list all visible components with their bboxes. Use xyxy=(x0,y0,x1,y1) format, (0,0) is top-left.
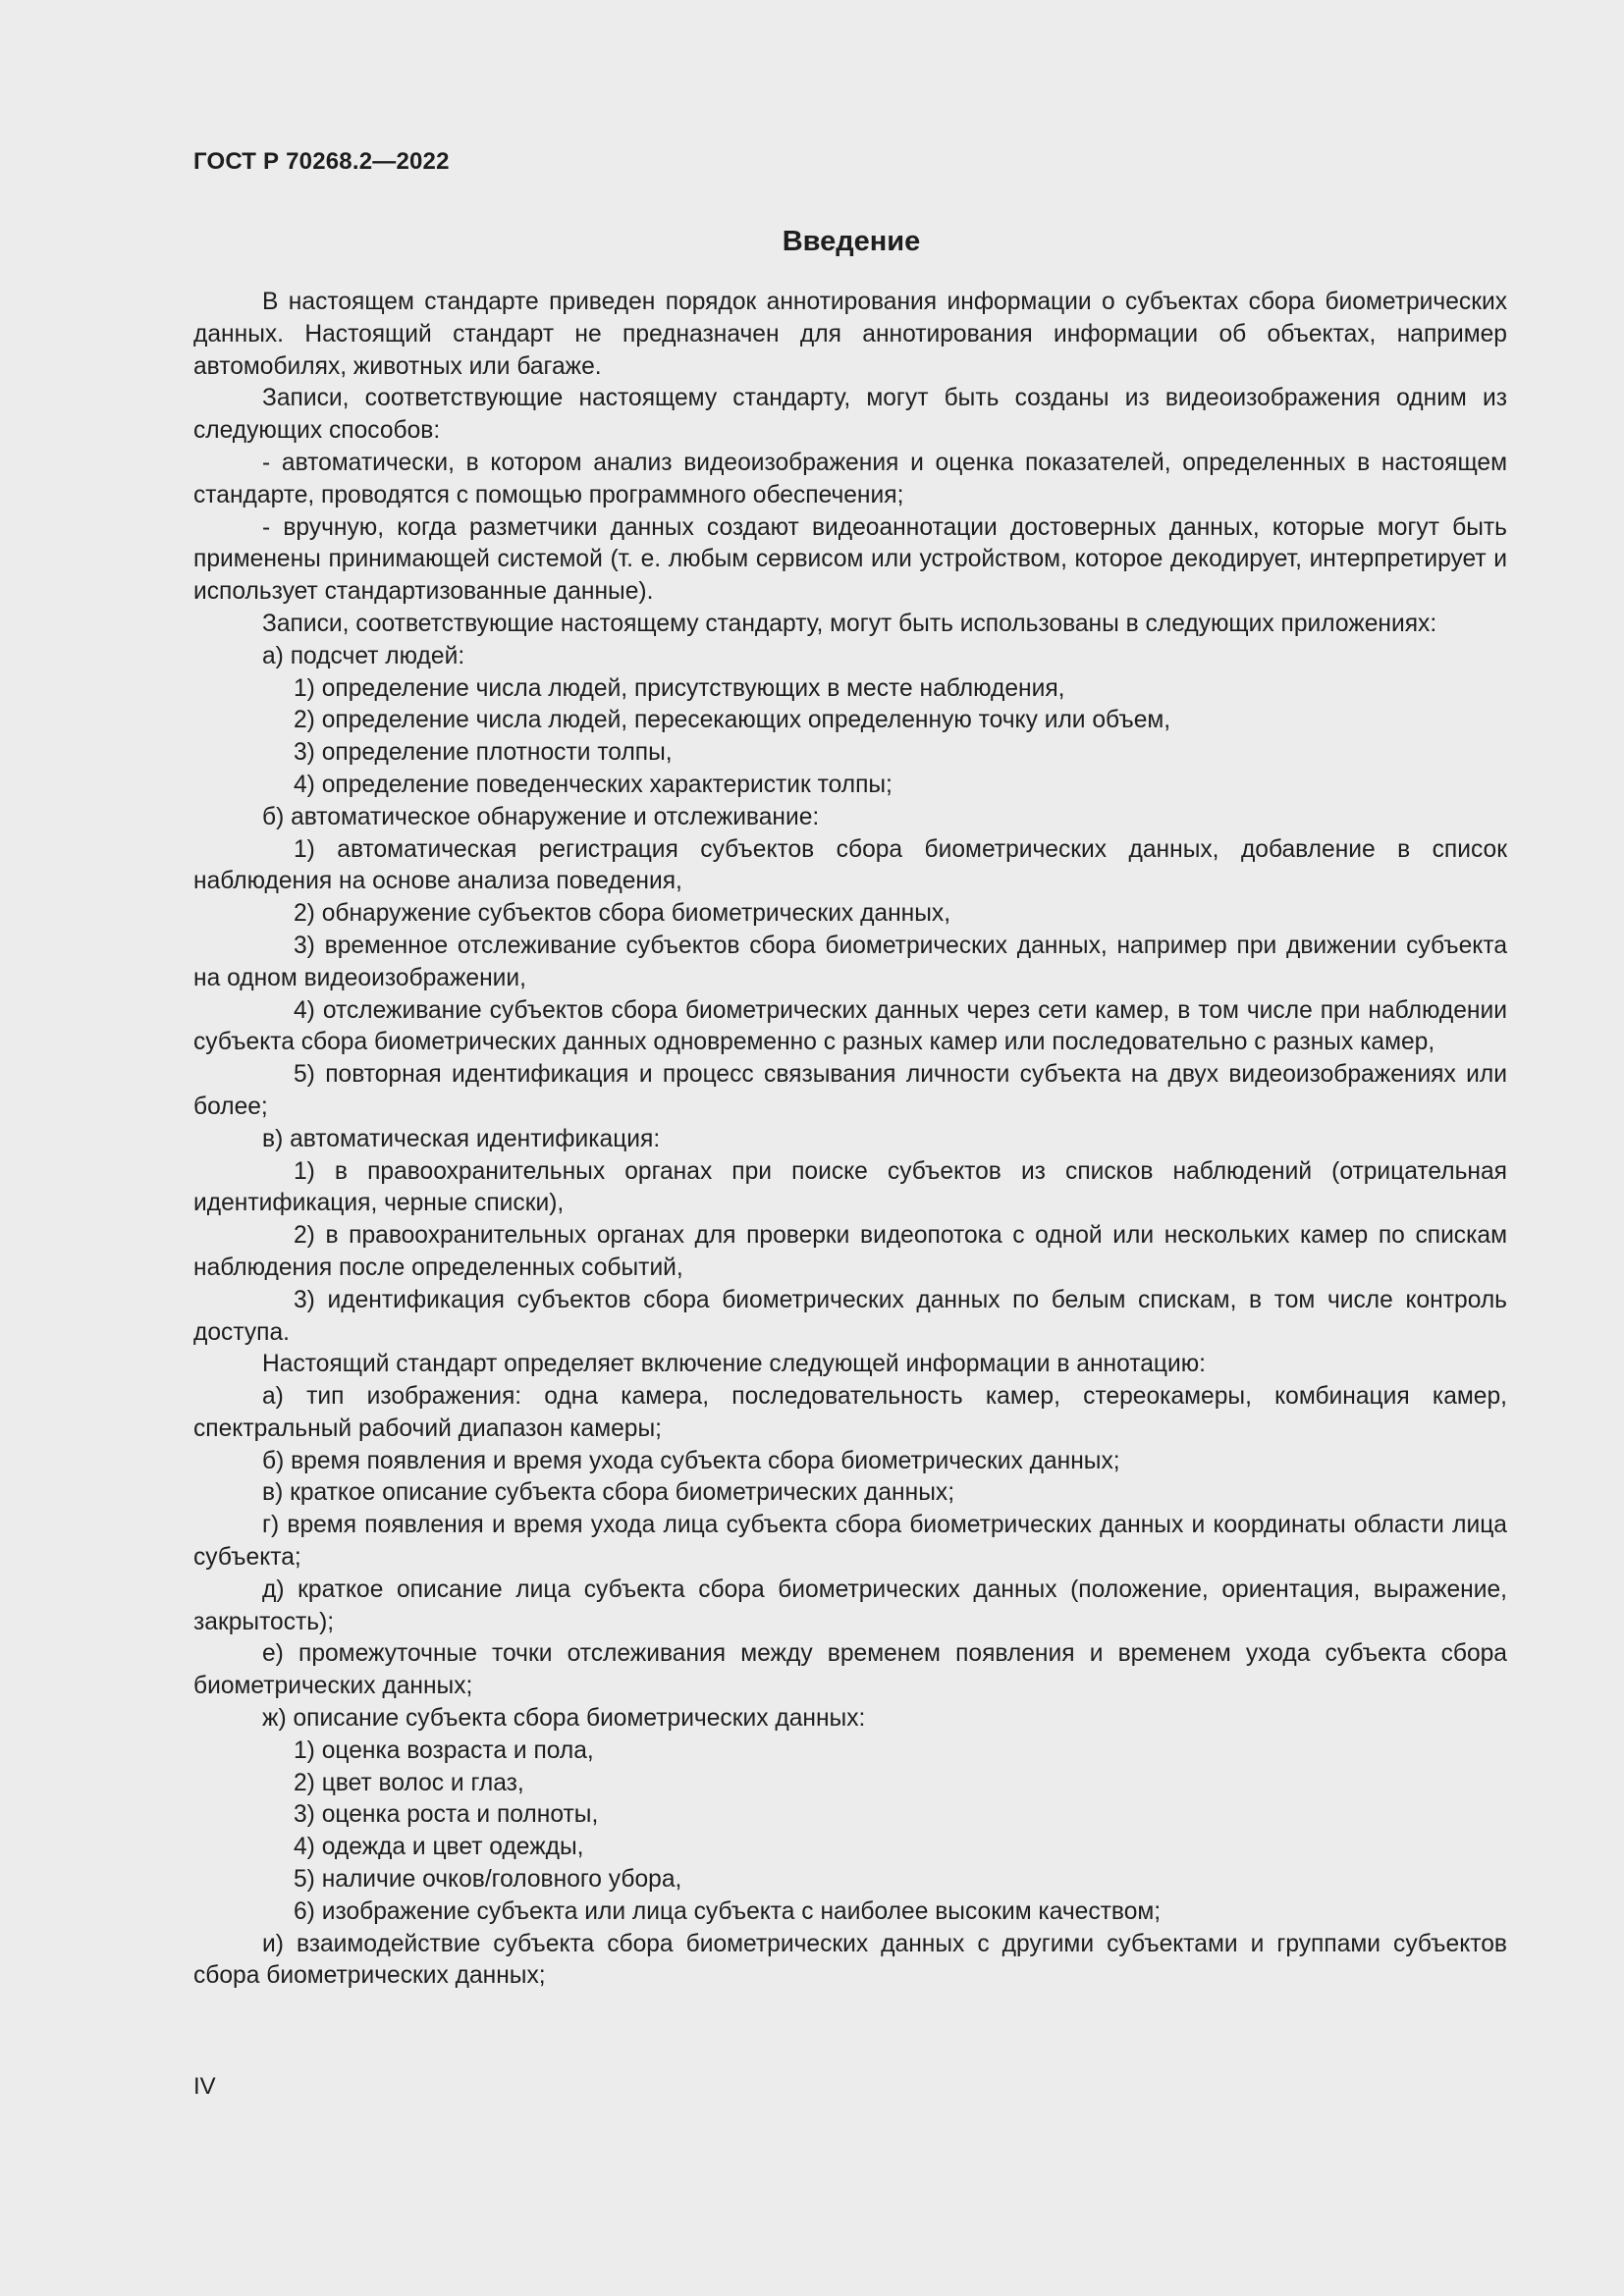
paragraph: г) время появления и время ухода лица субъекта сбора биометрических данных и координаты области лица субъекта; xyxy=(193,1512,1507,1572)
paragraph: а) подсчет людей: xyxy=(262,642,465,669)
paragraph: Записи, соответствующие настоящему стандарту, могут быть использованы в следующих приложениях: xyxy=(262,610,1437,637)
paragraph: 6) изображение субъекта или лица субъекта с наиболее высоким качеством; xyxy=(294,1897,1162,1925)
paragraph: 2) определение числа людей, пересекающих определенную точку или объем, xyxy=(294,707,1171,734)
section-body xyxy=(193,287,1507,1993)
paragraph: 1) определение числа людей, присутствующих в месте наблюдения, xyxy=(294,674,1065,702)
paragraph: 1) автоматическая регистрация субъектов сбора биометрических данных, добавление в список наблюдения на основе анализа поведения, xyxy=(193,835,1507,895)
paragraph: 3) идентификация субъектов сбора биометрических данных по белым спискам, в том числе контроль доступа. xyxy=(193,1286,1507,1346)
paragraph: 4) отслеживание субъектов сбора биометрических данных через сети камер, в том числе при наблюдении субъекта сбора биометрических данных одновременно с разных камер или последовательно с разных камер, xyxy=(193,996,1507,1056)
paragraph: а) тип изображения: одна камера, последовательность камер, стереокамеры, комбинация камер, спектральный рабочий диапазон камеры; xyxy=(193,1383,1507,1442)
paragraph: 3) временное отслеживание субъектов сбора биометрических данных, например при движении субъекта на одном видеоизображении, xyxy=(193,932,1507,991)
paragraph: ж) описание субъекта сбора биометрических данных: xyxy=(262,1705,866,1733)
paragraph: 2) в правоохранительных органах для проверки видеопотока с одной или нескольких камер по спискам наблюдения после определенных событий, xyxy=(193,1222,1507,1281)
paragraph: 5) наличие очков/головного убора, xyxy=(294,1866,682,1894)
paragraph: 1) оценка возраста и пола, xyxy=(294,1736,594,1764)
paragraph: в) краткое описание субъекта сбора биометрических данных; xyxy=(262,1479,955,1507)
paragraph: В настоящем стандарте приведен порядок аннотирования информации о субъектах сбора биометрических данных. Настоящий стандарт не предназначен для аннотирования информации об объектах, например автомобилях, животных или багаже. xyxy=(193,289,1507,380)
page-number: IV xyxy=(193,2073,216,2100)
paragraph: 3) определение плотности толпы, xyxy=(294,739,673,767)
paragraph: 1) в правоохранительных органах при поиске субъектов из списков наблюдений (отрицательная идентификация, черные списки), xyxy=(193,1157,1507,1217)
paragraph: 4) определение поведенческих характеристик толпы; xyxy=(294,771,893,798)
paragraph: 3) оценка роста и полноты, xyxy=(294,1801,599,1829)
paragraph: Настоящий стандарт определяет включение следующей информации в аннотацию: xyxy=(262,1351,1207,1378)
paragraph: 4) одежда и цвет одежды, xyxy=(294,1834,584,1861)
paragraph: - автоматически, в котором анализ видеоизображения и оценка показателей, определенных в настоящем стандарте, проводятся с помощью программного обеспечения; xyxy=(193,449,1507,508)
paragraph: д) краткое описание лица субъекта сбора биометрических данных (положение, ориентация, выражение, закрытость); xyxy=(193,1575,1507,1635)
paragraph: 2) обнаружение субъектов сбора биометрических данных, xyxy=(294,900,951,928)
paragraph: и) взаимодействие субъекта сбора биометрических данных с другими субъектами и группами субъектов сбора биометрических данных; xyxy=(193,1930,1507,1990)
section-title: Введение xyxy=(782,226,921,257)
paragraph: в) автоматическая идентификация: xyxy=(262,1125,661,1152)
paragraph: 5) повторная идентификация и процесс связывания личности субъекта на двух видеоизображениях или более; xyxy=(193,1061,1507,1120)
paragraph: б) время появления и время ухода субъекта сбора биометрических данных; xyxy=(262,1447,1120,1474)
paragraph: б) автоматическое обнаружение и отслеживание: xyxy=(262,803,820,830)
paragraph: е) промежуточные точки отслеживания между временем появления и временем ухода субъекта сбора биометрических данных; xyxy=(193,1640,1507,1700)
document-header: ГОСТ Р 70268.2—2022 xyxy=(193,148,450,175)
paragraph: - вручную, когда разметчики данных создают видеоаннотации достоверных данных, которые могут быть применены принимающей системой (т. е. любым сервисом или устройством, которое декодирует, интерпретирует и использует стандартизованные данные). xyxy=(193,513,1507,606)
paragraph: 2) цвет волос и глаз, xyxy=(294,1769,524,1796)
paragraph: Записи, соответствующие настоящему стандарту, могут быть созданы из видеоизображения одним из следующих способов: xyxy=(193,385,1507,445)
